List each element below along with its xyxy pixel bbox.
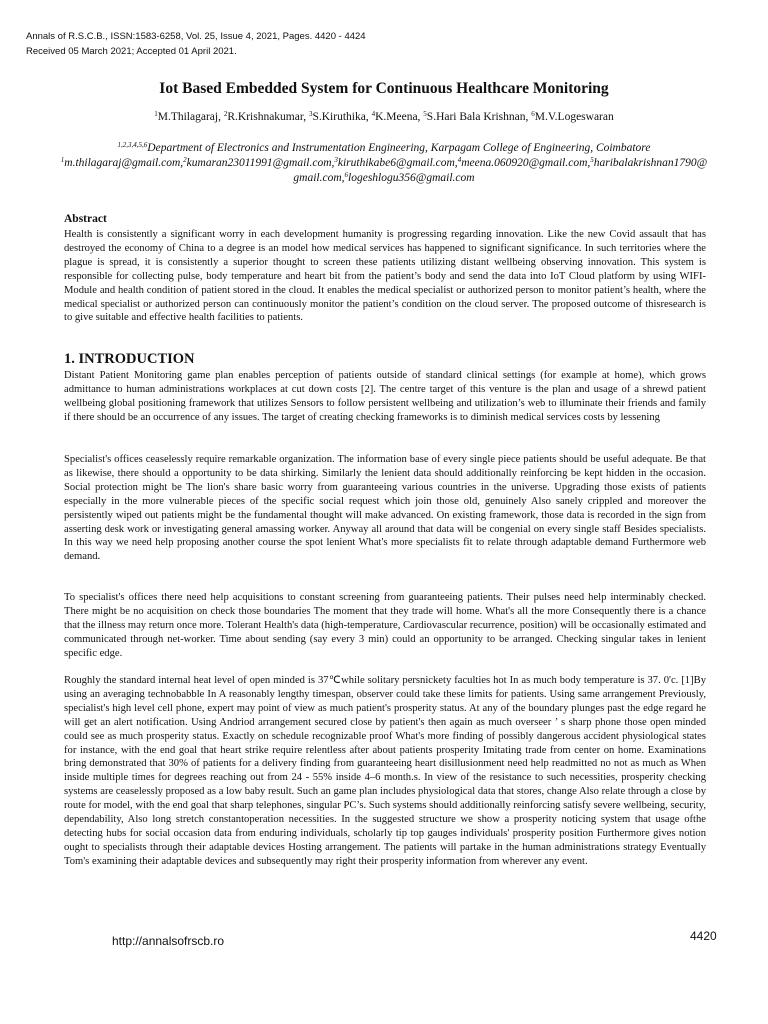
paragraph: Roughly the standard internal heat level of open minded is 37℃while solitary persnickety faculties hot In as much body temperature is 37. 0'c. [1]By using an averaging technobabble In A reasonably lengthy timespan, observer could take these limits for patients. Using same arrangement Previously, specialist's high level cell phone, expert may point of view as much patient's prosperity status. At any of the boundary plunges past the edge regard he will get an alert notification. Using Andriod arrangement secured close by patient's then again as much overseer ’ s sharp phone those open minded could see as much prosperity status. Exactly on schedule recognizable proof What's more finding of possibly dangerous accident physiological states for instance, with the end goal that heart strike require relentless after about patients prosperity Imitating trade from center on home. Examinations bring demonstrated that 30% of patients for a delivery finding from guaranteeing heart disillusionment need help readmitted no not as much as When inside multiple times for degrees reaching out from 24 - 55% inside 4–6 month.s. In view of the resistance to such necessities, prosperity checking systems are ceaselessly proposed as a low baby result. Such an game plan includes physiological data that stores, change Also relate through a close by route for model, with the end goal that sharp telephones, singular PC’s. Such systems should additionally reinforcing satisfy severe wellbeing, security, dependability, Also long stretch constantoperation necessities. In the suggested structure we show a prosperity noticing system that usage ofthe detecting hubs for social occasion data from enduring individuals, scholarly tip top gauges individuals' prosperity position Furthermore gives notion ought to specialists through their adaptable devices Hosting arrangement. The patients will partake in the human administrations strategy Eventually Tom's examining their adaptable devices and subsequently may right their prosperity information from wherever any event. — [64, 675, 706, 867]
author-4: $^4$K.Meena, — [371, 110, 424, 123]
journal-header: Annals of R.S.C.B., ISSN:1583-6258, Vol. 25, Issue 4, 2021, Pages. 4420 - 4424 — [26, 31, 366, 42]
email-link[interactable]: meena.060920@gmail.com, — [461, 157, 591, 169]
paper-title: Iot Based Embedded System for Continuous Healthcare Monitoring — [159, 80, 609, 97]
footer-url-link[interactable]: http://annalsofrscb.ro — [112, 934, 225, 948]
affiliation: $^{1,2,3,4,5,6}$Department of Electronics and Instrumentation Engineering, Karpagam College of Engineering, Coimbatore — [117, 141, 651, 154]
email-link[interactable]: haribalakrishnan1790@gmail.com, — [293, 157, 708, 184]
paragraph: To specialist's offices there need help acquisitions to constant screening from guaranteeing patients. Their pulses need help interminably checked. There might be no acquisition on check those boundaries The moment that they trade will home. What's all the more Consequently there is a chance that the illness may return once more. Tolerant Health's data (high-temperature, Cardiovascular recurrence, position) will be occasionally estimated and communicated through net-worker. Time about sending (say every 3 min) could an opportunity to be arranged. Checking singular takes in lenient specific edge. — [64, 592, 706, 659]
affiliation-block — [60, 141, 708, 186]
section-heading-introduction: 1. INTRODUCTION — [64, 351, 195, 367]
email-link[interactable]: kumaran23011991@gmail.com, — [186, 157, 335, 169]
abstract-heading: Abstract — [64, 213, 107, 225]
email-list: $^1$m.thilagaraj@gmail.com,$^2$kumaran23011991@gmail.com,$^3$kiruthikabe6@gmail.com,$^4$meena.060920@gmail.com,$^5$haribalakrishnan1790@gmail.com,$^6$logeshlogu356@gmail.com — [60, 156, 708, 184]
abstract-text: Health is consistently a significant worry in each development humanity is progressing regarding innovation. Like the new Covid assault that has destroyed the economy of China to a degree is an model how medical services has happened to significant significance. In such territories where the plague is spread, it is consistently a superior thought to screen these patients utilizing distant wellbeing observing innovation. This system is responsible for collecting pulse, body temperature and heart bit from the patient’s body and send the data into IoT Cloud platform by using WIFI-Module and health condition of patient stored in the cloud. It enables the medical specialist or authorized person to monitor patient’s health, where the medical specialist or authorized person can continuously monitor the patient’s condition on the cloud server. The proposed outcome of thisresearch is to give suitable and effective health facilities to patients. — [64, 229, 706, 324]
paragraph: Specialist's offices ceaselessly require remarkable organization. The information base of every single piece patients should be useful adequate. Be that as likewise, there should a opportunity to be data shirking. Similarly the lenient data should additionally reinforcing be kept hidden in the occasion. Social protection might be The lion's share basic worry from guaranteeing various countries in the universe. Upgrading those exists of patients especially in the more vulnerable pieces of the specific social request which join those old, genuinely Also sanely crippled and moreover the persistently wiped out patients might be the fundamental thought will make advanced. On existing framework, those data is recorded in the sign from asserting desk work or investigating general amassing worker. Anyway all around that data will be congenial on every single staff Besides specialists. In this way we need help proposing another course the spot lenient What's more specialists fit to relate through adaptable demand Furthermore web demand. — [64, 454, 706, 563]
author-2: $^2$R.Krishnakumar, — [223, 110, 309, 123]
received-date: Received 05 March 2021; Accepted 01 April 2021. — [26, 46, 237, 57]
page-number: 4420 — [690, 929, 717, 943]
author-1: $^1$M.Thilagaraj, — [154, 110, 224, 123]
email-link[interactable]: logeshlogu356@gmail.com — [348, 172, 475, 184]
author-6: $^6$M.V.Logeswaran — [531, 110, 614, 123]
author-list — [0, 111, 768, 123]
email-link[interactable]: m.thilagaraj@gmail.com, — [64, 157, 184, 169]
paragraph: Distant Patient Monitoring game plan enables perception of patients outside of standard clinical settings (for example at home), which grows admittance to human administrations workplaces at cut down costs [2]. The centre target of this venture is the plan and usage of a shrewd patient wellbeing global positioning framework that utilizes Sensors to follow persistent wellbeing and utilization’s web to illuminate their friends and family if there should be an occurrence of any issues. The target of creating checking frameworks is to diminish medical services costs by lessening — [64, 370, 706, 423]
email-link[interactable]: kiruthikabe6@gmail.com, — [337, 157, 458, 169]
author-3: $^3$S.Kiruthika, — [308, 110, 372, 123]
author-5: $^5$S.Hari Bala Krishnan, — [423, 110, 532, 123]
